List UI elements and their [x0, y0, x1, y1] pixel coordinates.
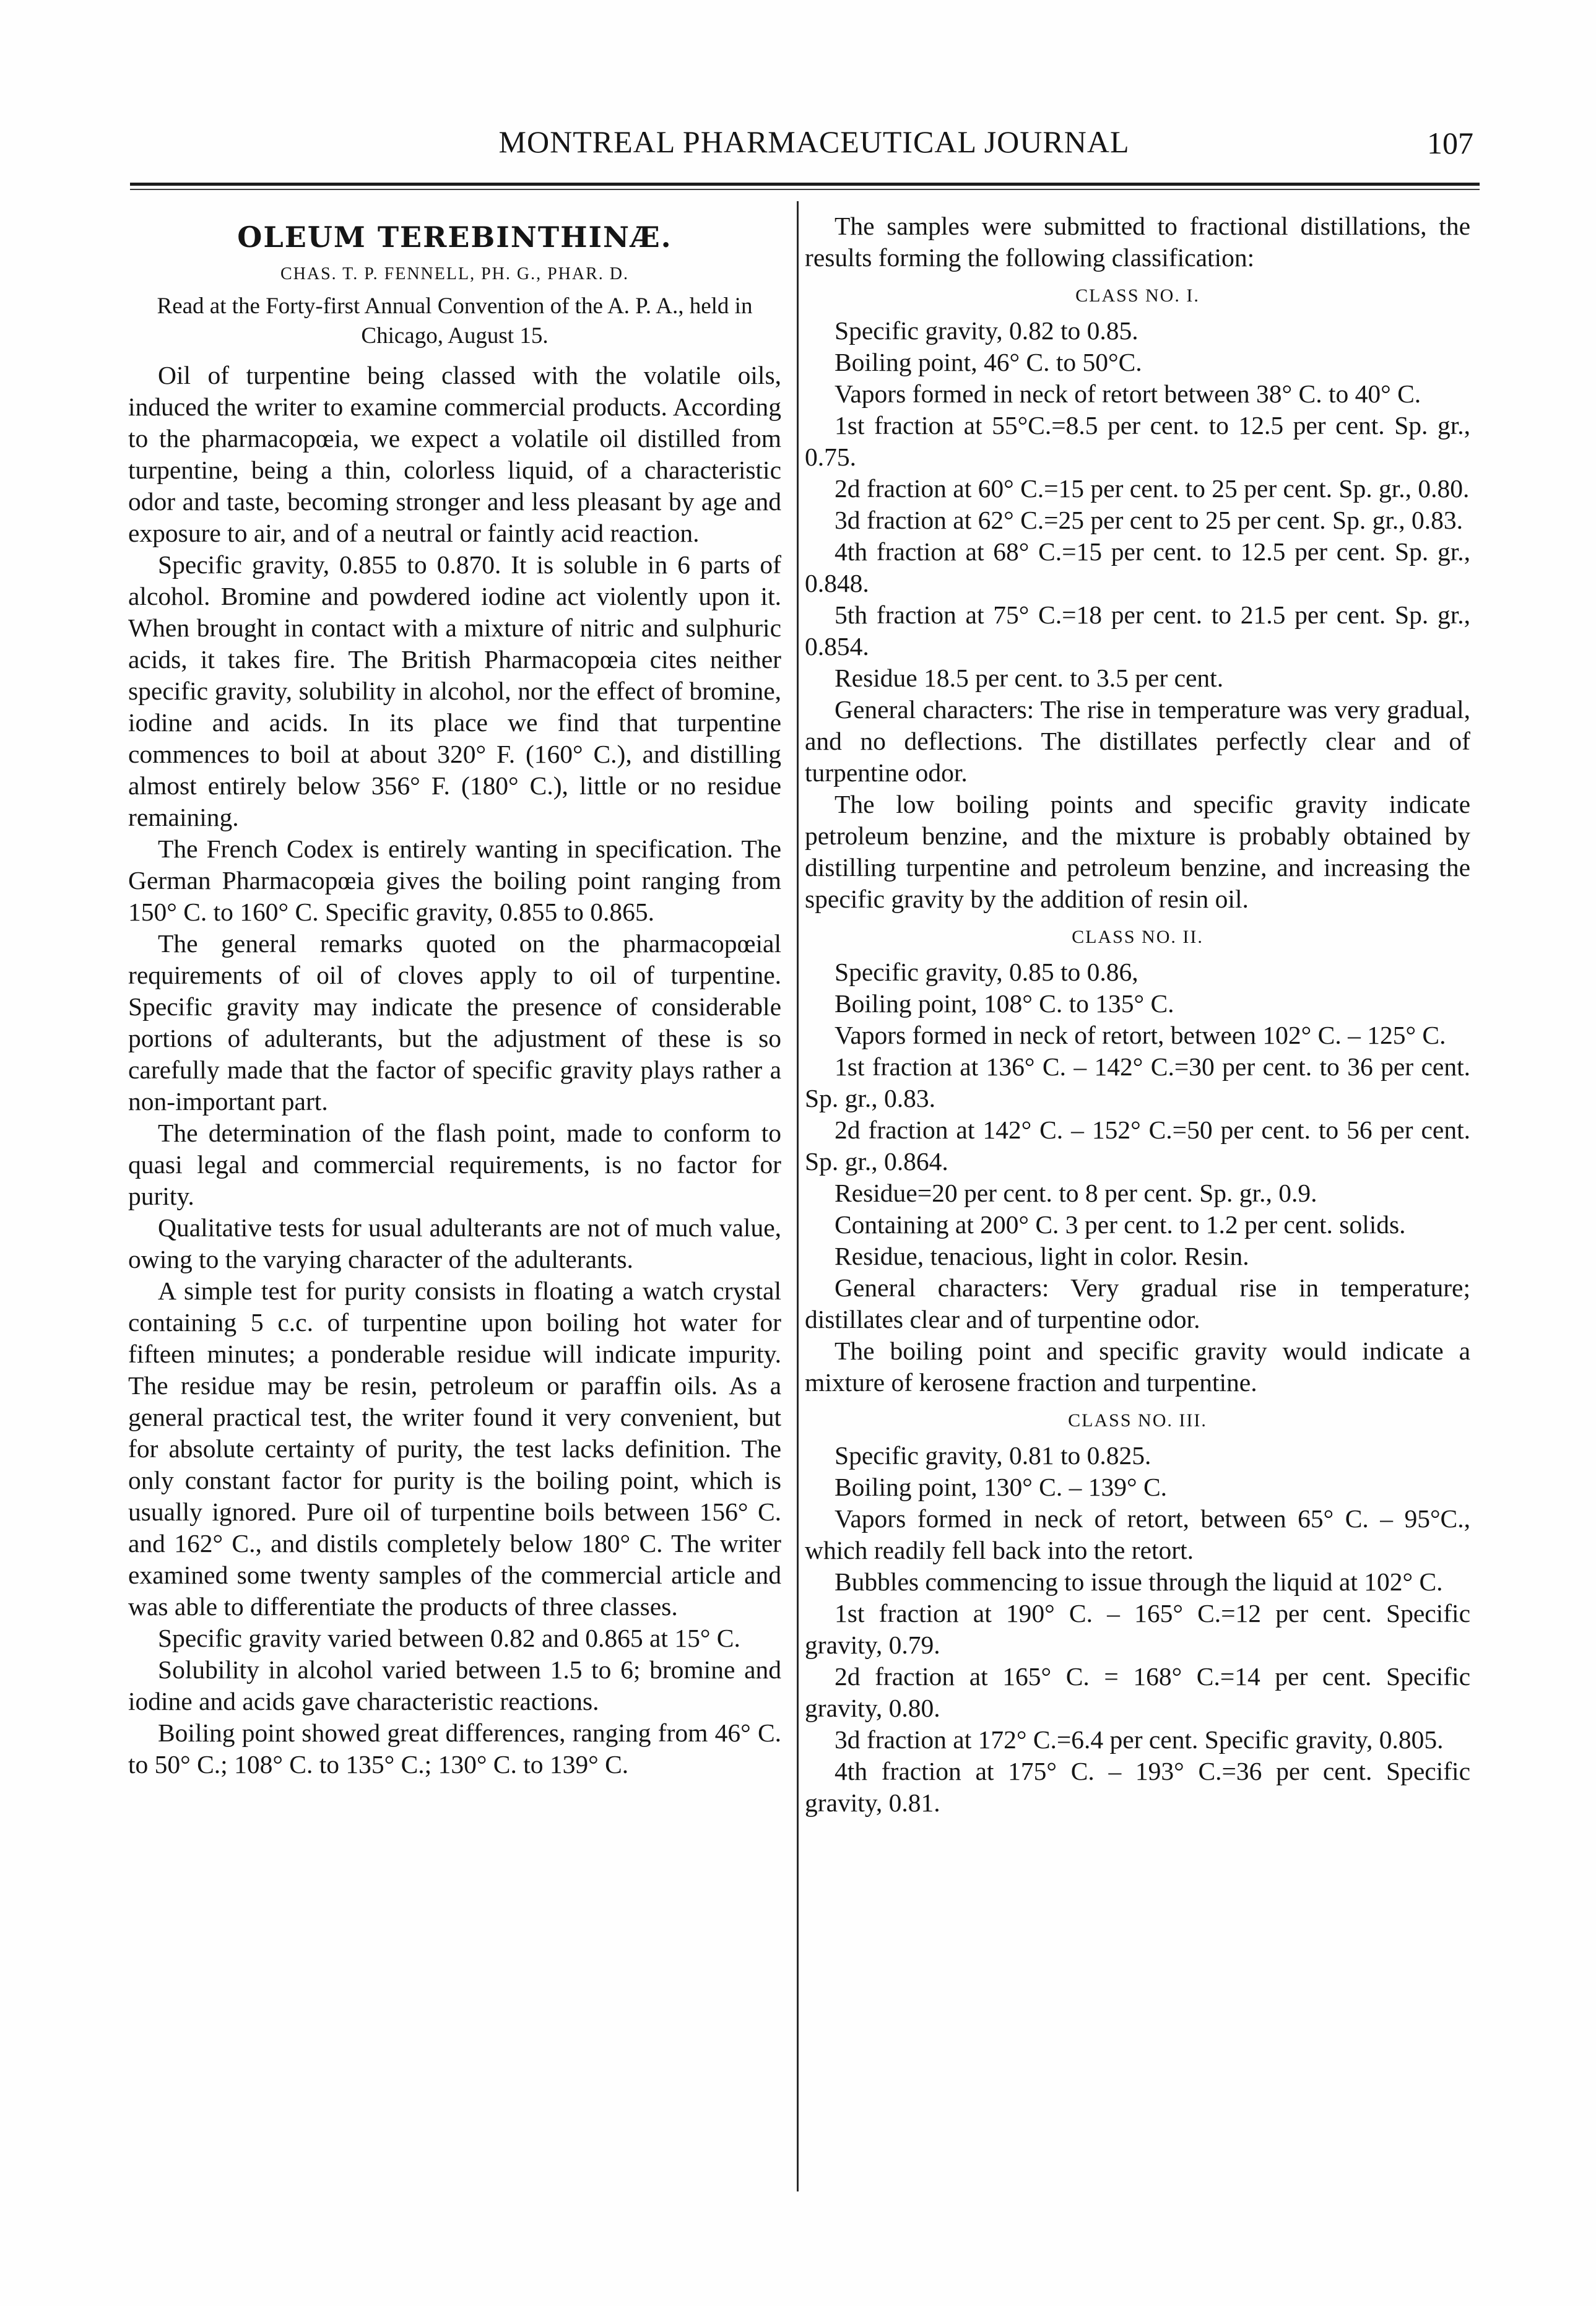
class-1-line: Vapors formed in neck of retort between 38° C. to 40° C. — [835, 379, 1421, 408]
class-1-line: Specific gravity, 0.82 to 0.85. — [835, 316, 1138, 345]
class-heading: CLASS NO. II. — [1072, 927, 1204, 947]
class-1-line: Residue 18.5 per cent. to 3.5 per cent. — [835, 664, 1224, 692]
class-3-line: Boiling point, 130° C. – 139° C. — [835, 1473, 1168, 1501]
class-2-line: Residue, tenacious, light in color. Resin. — [835, 1242, 1249, 1270]
class-2-line: Boiling point, 108° C. to 135° C. — [835, 989, 1174, 1018]
class-2-line: Containing at 200° C. 3 per cent. to 1.2 per cent. solids. — [835, 1210, 1406, 1239]
paragraph: Boiling point showed great differences, ranging from 46° C. to 50° C.; 108° C. to 135° C.; 130° C. to 139° C. — [128, 1719, 781, 1779]
class-3-line: 1st fraction at 190° C. – 165° C.=12 per cent. Specific gravity, 0.79. — [805, 1599, 1470, 1659]
class-2-line: 2d fraction at 142° C. – 152° C.=50 per cent. to 56 per cent. Sp. gr., 0.864. — [805, 1116, 1470, 1176]
class-2-line: General characters: Very gradual rise in temperature; distillates clear and of turpentine odor. — [805, 1273, 1470, 1333]
paragraph: A simple test for purity consists in floating a watch crystal containing 5 c.c. of turpentine upon boiling hot water for fifteen minutes; a ponderable residue will indicate impurity. The residue may be resin, petroleum or paraffin oils. As a general practical test, the writer found it very convenient, but for absolute certainty of purity, the test lacks definition. The only constant factor for purity is the boiling point, which is usually ignored. Pure oil of turpentine boils between 156° C. and 162° C., and distils completely below 180° C. The writer examined some twenty samples of the commercial article and was able to differentiate the products of three classes. — [128, 1277, 781, 1621]
class-2-line: Specific gravity, 0.85 to 0.86, — [835, 958, 1138, 986]
class-1-line: 2d fraction at 60° C.=15 per cent. to 25 per cent. Sp. gr., 0.80. — [835, 474, 1470, 503]
class-1-line: The low boiling points and specific gravity indicate petroleum benzine, and the mixture is probably obtained by distilling turpentine and petroleum benzine, and increasing the specific gravity by the addition of resin oil. — [805, 790, 1470, 913]
paragraph: Specific gravity, 0.855 to 0.870. It is soluble in 6 parts of alcohol. Bromine and powdered iodine act violently upon it. When brought in contact with a mixture of nitric and sulphuric acids, it takes fire. The British Pharmacopœia cites neither specific gravity, solubility in alcohol, nor the effect of bromine, iodine and acids. In its place we find that turpentine commences to boil at about 320° F. (160° C.), and distilling almost entirely below 356° F. (180° C.), little or no residue remaining. — [128, 550, 781, 831]
header-rule-thin — [130, 189, 1480, 190]
class-2-line: 1st fraction at 136° C. – 142° C.=30 per cent. to 36 per cent. Sp. gr., 0.83. — [805, 1052, 1470, 1112]
paragraph: Solubility in alcohol varied between 1.5 to 6; bromine and iodine and acids gave characteristic reactions. — [128, 1655, 781, 1715]
running-head: MONTREAL PHARMACEUTICAL JOURNAL — [498, 124, 1130, 159]
class-heading: CLASS NO. III. — [1068, 1410, 1207, 1431]
header-rule — [130, 183, 1480, 186]
presentation-note: Read at the Forty-first Annual Convention of the A. P. A., held in Chicago, August 15. — [157, 293, 753, 349]
class-1-line: 4th fraction at 68° C.=15 per cent. to 12.5 per cent. Sp. gr., 0.848. — [805, 537, 1470, 597]
paragraph: Specific gravity varied between 0.82 and 0.865 at 15° C. — [158, 1624, 740, 1652]
left-column — [128, 210, 781, 1780]
paragraph: The French Codex is entirely wanting in specification. The German Pharmacopœia gives the boiling point ranging from 150° C. to 160° C. Specific gravity, 0.855 to 0.865. — [128, 834, 781, 926]
paragraph: Oil of turpentine being classed with the volatile oils, induced the writer to examine commercial products. According to the pharmacopœia, we expect a volatile oil distilled from turpentine, being a thin, colorless liquid, of a characteristic odor and taste, becoming stronger and less pleasant by age and exposure to air, and of a neutral or faintly acid reaction. — [128, 361, 781, 547]
paragraph: Qualitative tests for usual adulterants are not of much value, owing to the varying character of the adulterants. — [128, 1213, 781, 1273]
class-3-line: Bubbles commencing to issue through the liquid at 102° C. — [835, 1567, 1443, 1596]
class-2-line: Vapors formed in neck of retort, between 102° C. – 125° C. — [835, 1021, 1446, 1049]
class-3-line: Specific gravity, 0.81 to 0.825. — [835, 1441, 1151, 1470]
paragraph: The general remarks quoted on the pharmacopœial requirements of oil of cloves apply to oil of turpentine. Specific gravity may indicate the presence of considerable portions of adulterants, but the adjustment of these is so carefully made that the factor of specific gravity plays rather a non-important part. — [128, 929, 781, 1116]
class-heading: CLASS NO. I. — [1075, 285, 1200, 306]
class-1-line: 5th fraction at 75° C.=18 per cent. to 21.5 per cent. Sp. gr., 0.854. — [805, 600, 1470, 661]
column-divider — [797, 201, 799, 2191]
author-byline: CHAS. T. P. FENNELL, PH. G., PHAR. D. — [280, 264, 630, 284]
class-2-line: The boiling point and specific gravity would indicate a mixture of kerosene fraction and turpentine. — [805, 1337, 1470, 1397]
class-3-line: 3d fraction at 172° C.=6.4 per cent. Specific gravity, 0.805. — [835, 1725, 1444, 1754]
class-2-line: Residue=20 per cent. to 8 per cent. Sp. gr., 0.9. — [835, 1179, 1317, 1207]
class-3-line: 4th fraction at 175° C. – 193° C.=36 per cent. Specific gravity, 0.81. — [805, 1757, 1470, 1817]
paragraph: The determination of the flash point, made to conform to quasi legal and commercial requirements, is no factor for purity. — [128, 1119, 781, 1210]
class-3-line: 2d fraction at 165° C. = 168° C.=14 per cent. Specific gravity, 0.80. — [805, 1662, 1470, 1722]
class-1-line: General characters: The rise in temperature was very gradual, and no deflections. The distillates perfectly clear and of turpentine odor. — [805, 695, 1470, 787]
class-3-line: Vapors formed in neck of retort, between 65° C. – 95°C., which readily fell back into the retort. — [805, 1504, 1470, 1564]
classification-intro: The samples were submitted to fractional distillations, the results forming the following classification: — [805, 212, 1470, 272]
page-number: 107 — [1427, 126, 1473, 160]
class-1-line: 1st fraction at 55°C.=8.5 per cent. to 12.5 per cent. Sp. gr., 0.75. — [805, 411, 1470, 471]
article-title: OLEUM TEREBINTHINÆ. — [237, 220, 672, 254]
class-1-line: 3d fraction at 62° C.=25 per cent to 25 per cent. Sp. gr., 0.83. — [835, 506, 1464, 534]
class-1-line: Boiling point, 46° C. to 50°C. — [835, 348, 1142, 376]
right-column — [805, 210, 1470, 1819]
